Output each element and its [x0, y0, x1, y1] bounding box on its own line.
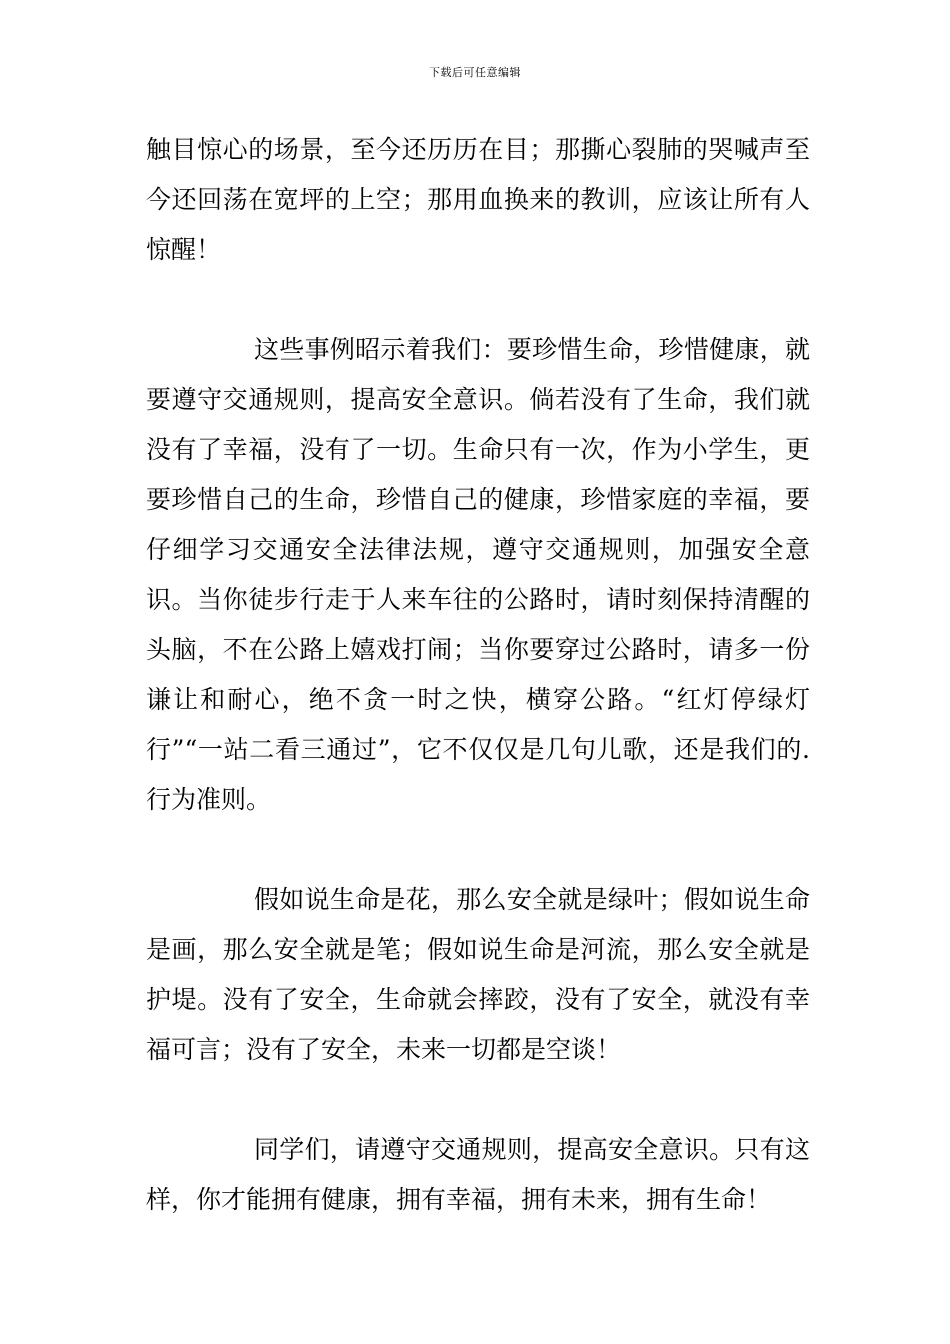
page-header: 下载后可任意编辑	[429, 66, 521, 79]
paragraph-gap	[146, 825, 810, 875]
paragraph-4: 同学们，请遵守交通规则，提高安全意识。只有这样，你才能拥有健康，拥有幸福，拥有未来，拥有生命！	[146, 1135, 810, 1214]
paragraph-2: 这些事例昭示着我们：要珍惜生命，珍惜健康，就要遵守交通规则，提高安全意识。倘若没有了生命，我们就没有了幸福，没有了一切。生命只有一次，作为小学生，更要珍惜自己的生命，珍惜自己的健康，珍惜家庭的幸福，要仔细学习交通安全法律法规，遵守交通规则，加强安全意识。当你徒步行走于人来车往的公路时，请时刻保持清醒的头脑，不在公路上嬉戏打闹；当你要穿过公路时，请多一份谦让和耐心，绝不贪一时之快，横穿公路。“红灯停绿灯行”“一站二看三通过”，它不仅仅是几句儿歌，还是我们的. 行为准则。	[146, 335, 810, 814]
paragraph-1: 触目惊心的场景，至今还历历在目；那撕心裂肺的哭喊声至今还回荡在宽坪的上空；那用血换来的教训，应该让所有人惊醒！	[146, 135, 810, 264]
document-body	[146, 125, 810, 1225]
paragraph-gap	[146, 275, 810, 325]
paragraph-gap	[146, 1075, 810, 1125]
paragraph-3: 假如说生命是花，那么安全就是绿叶；假如说生命是画，那么安全就是笔；假如说生命是河流，那么安全就是护堤。没有了安全，生命就会摔跤，没有了安全，就没有幸福可言；没有了安全，未来一切都是空谈！	[146, 885, 810, 1064]
